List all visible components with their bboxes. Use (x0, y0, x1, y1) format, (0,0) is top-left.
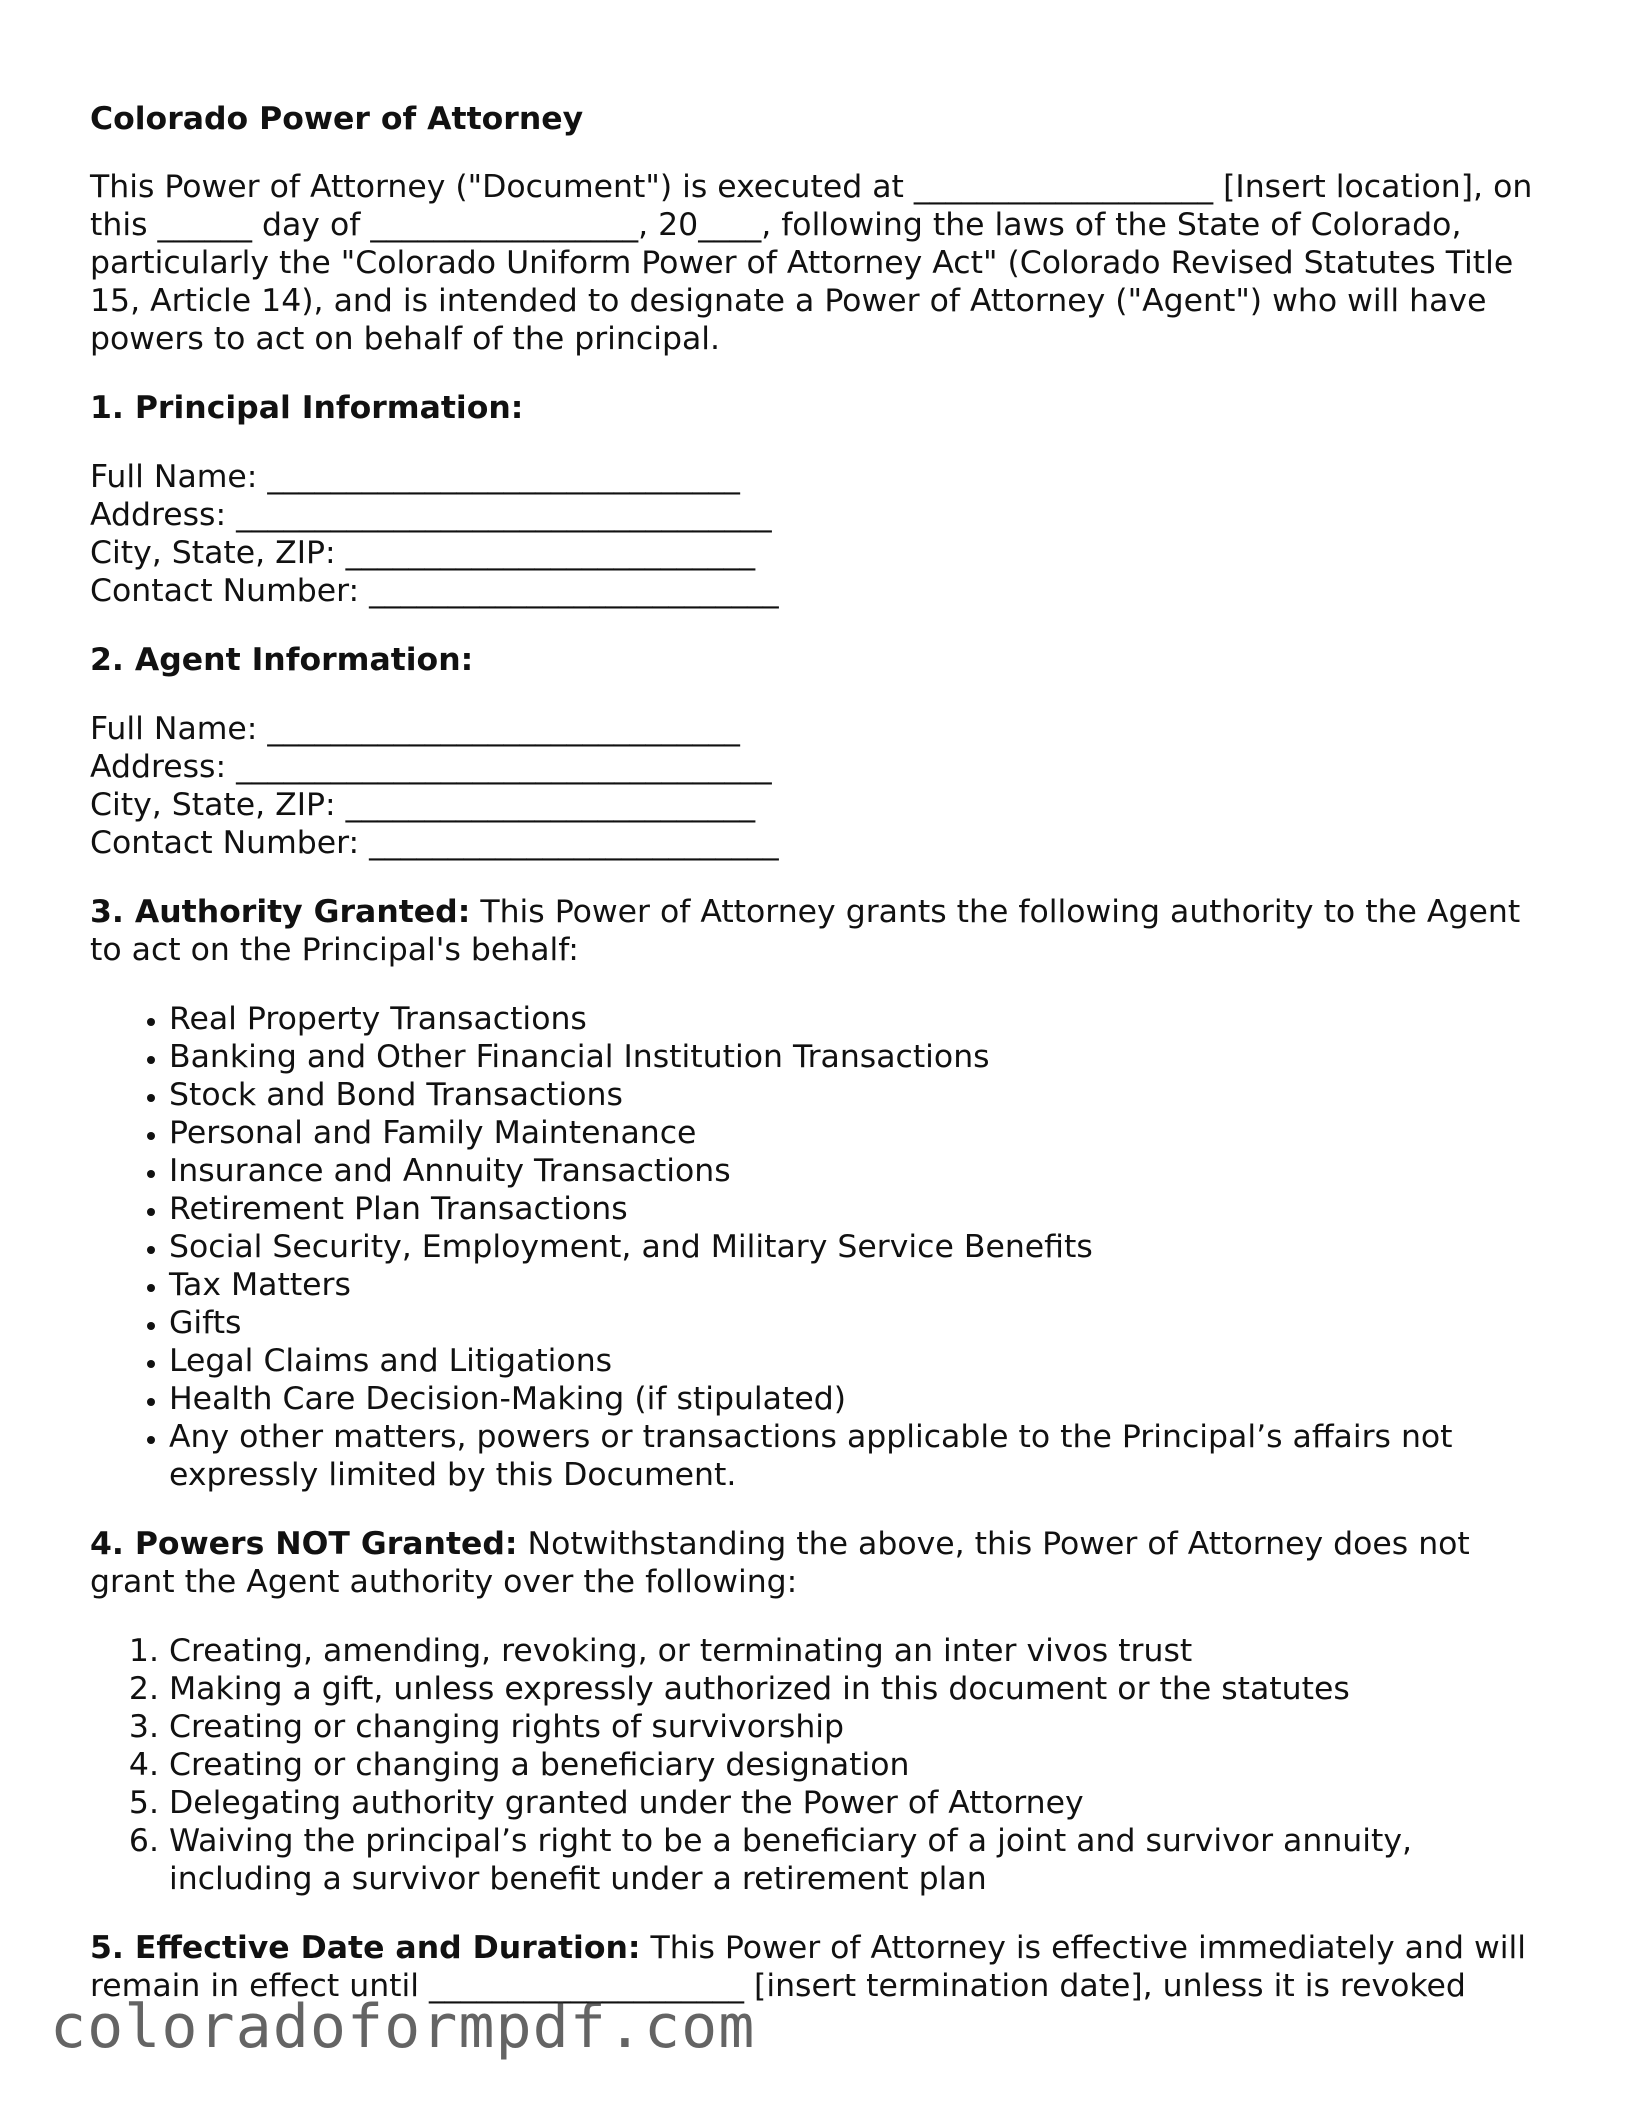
list-item: 4. Creating or changing a beneficiary designation (169, 1746, 1550, 1784)
list-item: • Health Care Decision-Making (if stipulated) (169, 1380, 1550, 1418)
watermark-text: coloradoformpdf.com (50, 1992, 756, 2062)
powers-not-granted-paragraph (90, 1525, 1550, 1601)
list-item: • Real Property Transactions (169, 1000, 1550, 1038)
document-page (90, 100, 1550, 2036)
agent-contact-number-field: Contact Number: __________________________ (90, 825, 779, 861)
authority-granted-list (90, 1000, 1550, 1494)
agent-info-heading: 2. Agent Information: (90, 642, 474, 678)
list-item: 5. Delegating authority granted under the Power of Attorney (169, 1784, 1550, 1822)
agent-address-field: Address: __________________________________ (90, 749, 772, 785)
list-item: • Retirement Plan Transactions (169, 1190, 1550, 1228)
principal-contact-number-field: Contact Number: __________________________ (90, 573, 779, 609)
agent-city-state-zip-field: City, State, ZIP: __________________________ (90, 787, 756, 823)
list-item: 6. Waiving the principal’s right to be a beneficiary of a joint and survivor annuity, including a survivor benefit under a retirement plan (169, 1822, 1550, 1898)
powers-not-granted-list (90, 1632, 1550, 1898)
list-item: 3. Creating or changing rights of survivorship (169, 1708, 1550, 1746)
principal-city-state-zip-field: City, State, ZIP: __________________________ (90, 535, 756, 571)
list-item: • Insurance and Annuity Transactions (169, 1152, 1550, 1190)
list-item: • Banking and Other Financial Institution Transactions (169, 1038, 1550, 1076)
powers-not-granted-text: Notwithstanding the above, this Power of Attorney does not grant the Agent authority over the following: (90, 1526, 1470, 1600)
document-title: Colorado Power of Attorney (90, 101, 584, 137)
list-item: • Social Security, Employment, and Military Service Benefits (169, 1228, 1550, 1266)
principal-info-heading: 1. Principal Information: (90, 390, 524, 426)
agent-info-fields (90, 710, 1550, 862)
list-item: • Gifts (169, 1304, 1550, 1342)
list-item: • Any other matters, powers or transactions applicable to the Principal’s affairs not expressly limited by this Document. (169, 1418, 1550, 1494)
intro-paragraph: This Power of Attorney ("Document") is executed at ___________________ [Insert location], on this ______ day of _________________, 20____, following the laws of the State of Colorado, particularly the "Colorado Uniform Power of Attorney Act" (Colorado Revised Statutes Title 15, Article 14), and is intended to designate a Power of Attorney ("Agent") who will have powers to act on behalf of the principal. (90, 169, 1533, 357)
effective-date-text: This Power of Attorney is effective immediately and will remain in effect until ____________________ [insert termination date], unless it is revoked (90, 1930, 1526, 2004)
list-item: • Tax Matters (169, 1266, 1550, 1304)
list-item: 2. Making a gift, unless expressly authorized in this document or the statutes (169, 1670, 1550, 1708)
authority-granted-paragraph (90, 893, 1550, 969)
list-item: • Personal and Family Maintenance (169, 1114, 1550, 1152)
list-item: 1. Creating, amending, revoking, or terminating an inter vivos trust (169, 1632, 1550, 1670)
effective-date-label: 5. Effective Date and Duration: (90, 1930, 641, 1966)
powers-not-granted-label: 4. Powers NOT Granted: (90, 1526, 518, 1562)
authority-granted-label: 3. Authority Granted: (90, 894, 471, 930)
agent-full-name-field: Full Name: ______________________________ (90, 711, 740, 747)
principal-full-name-field: Full Name: ______________________________ (90, 459, 740, 495)
authority-granted-text: This Power of Attorney grants the following authority to the Agent to act on the Principal's behalf: (90, 894, 1521, 968)
principal-info-fields (90, 458, 1550, 610)
principal-address-field: Address: __________________________________ (90, 497, 772, 533)
list-item: • Legal Claims and Litigations (169, 1342, 1550, 1380)
list-item: • Stock and Bond Transactions (169, 1076, 1550, 1114)
